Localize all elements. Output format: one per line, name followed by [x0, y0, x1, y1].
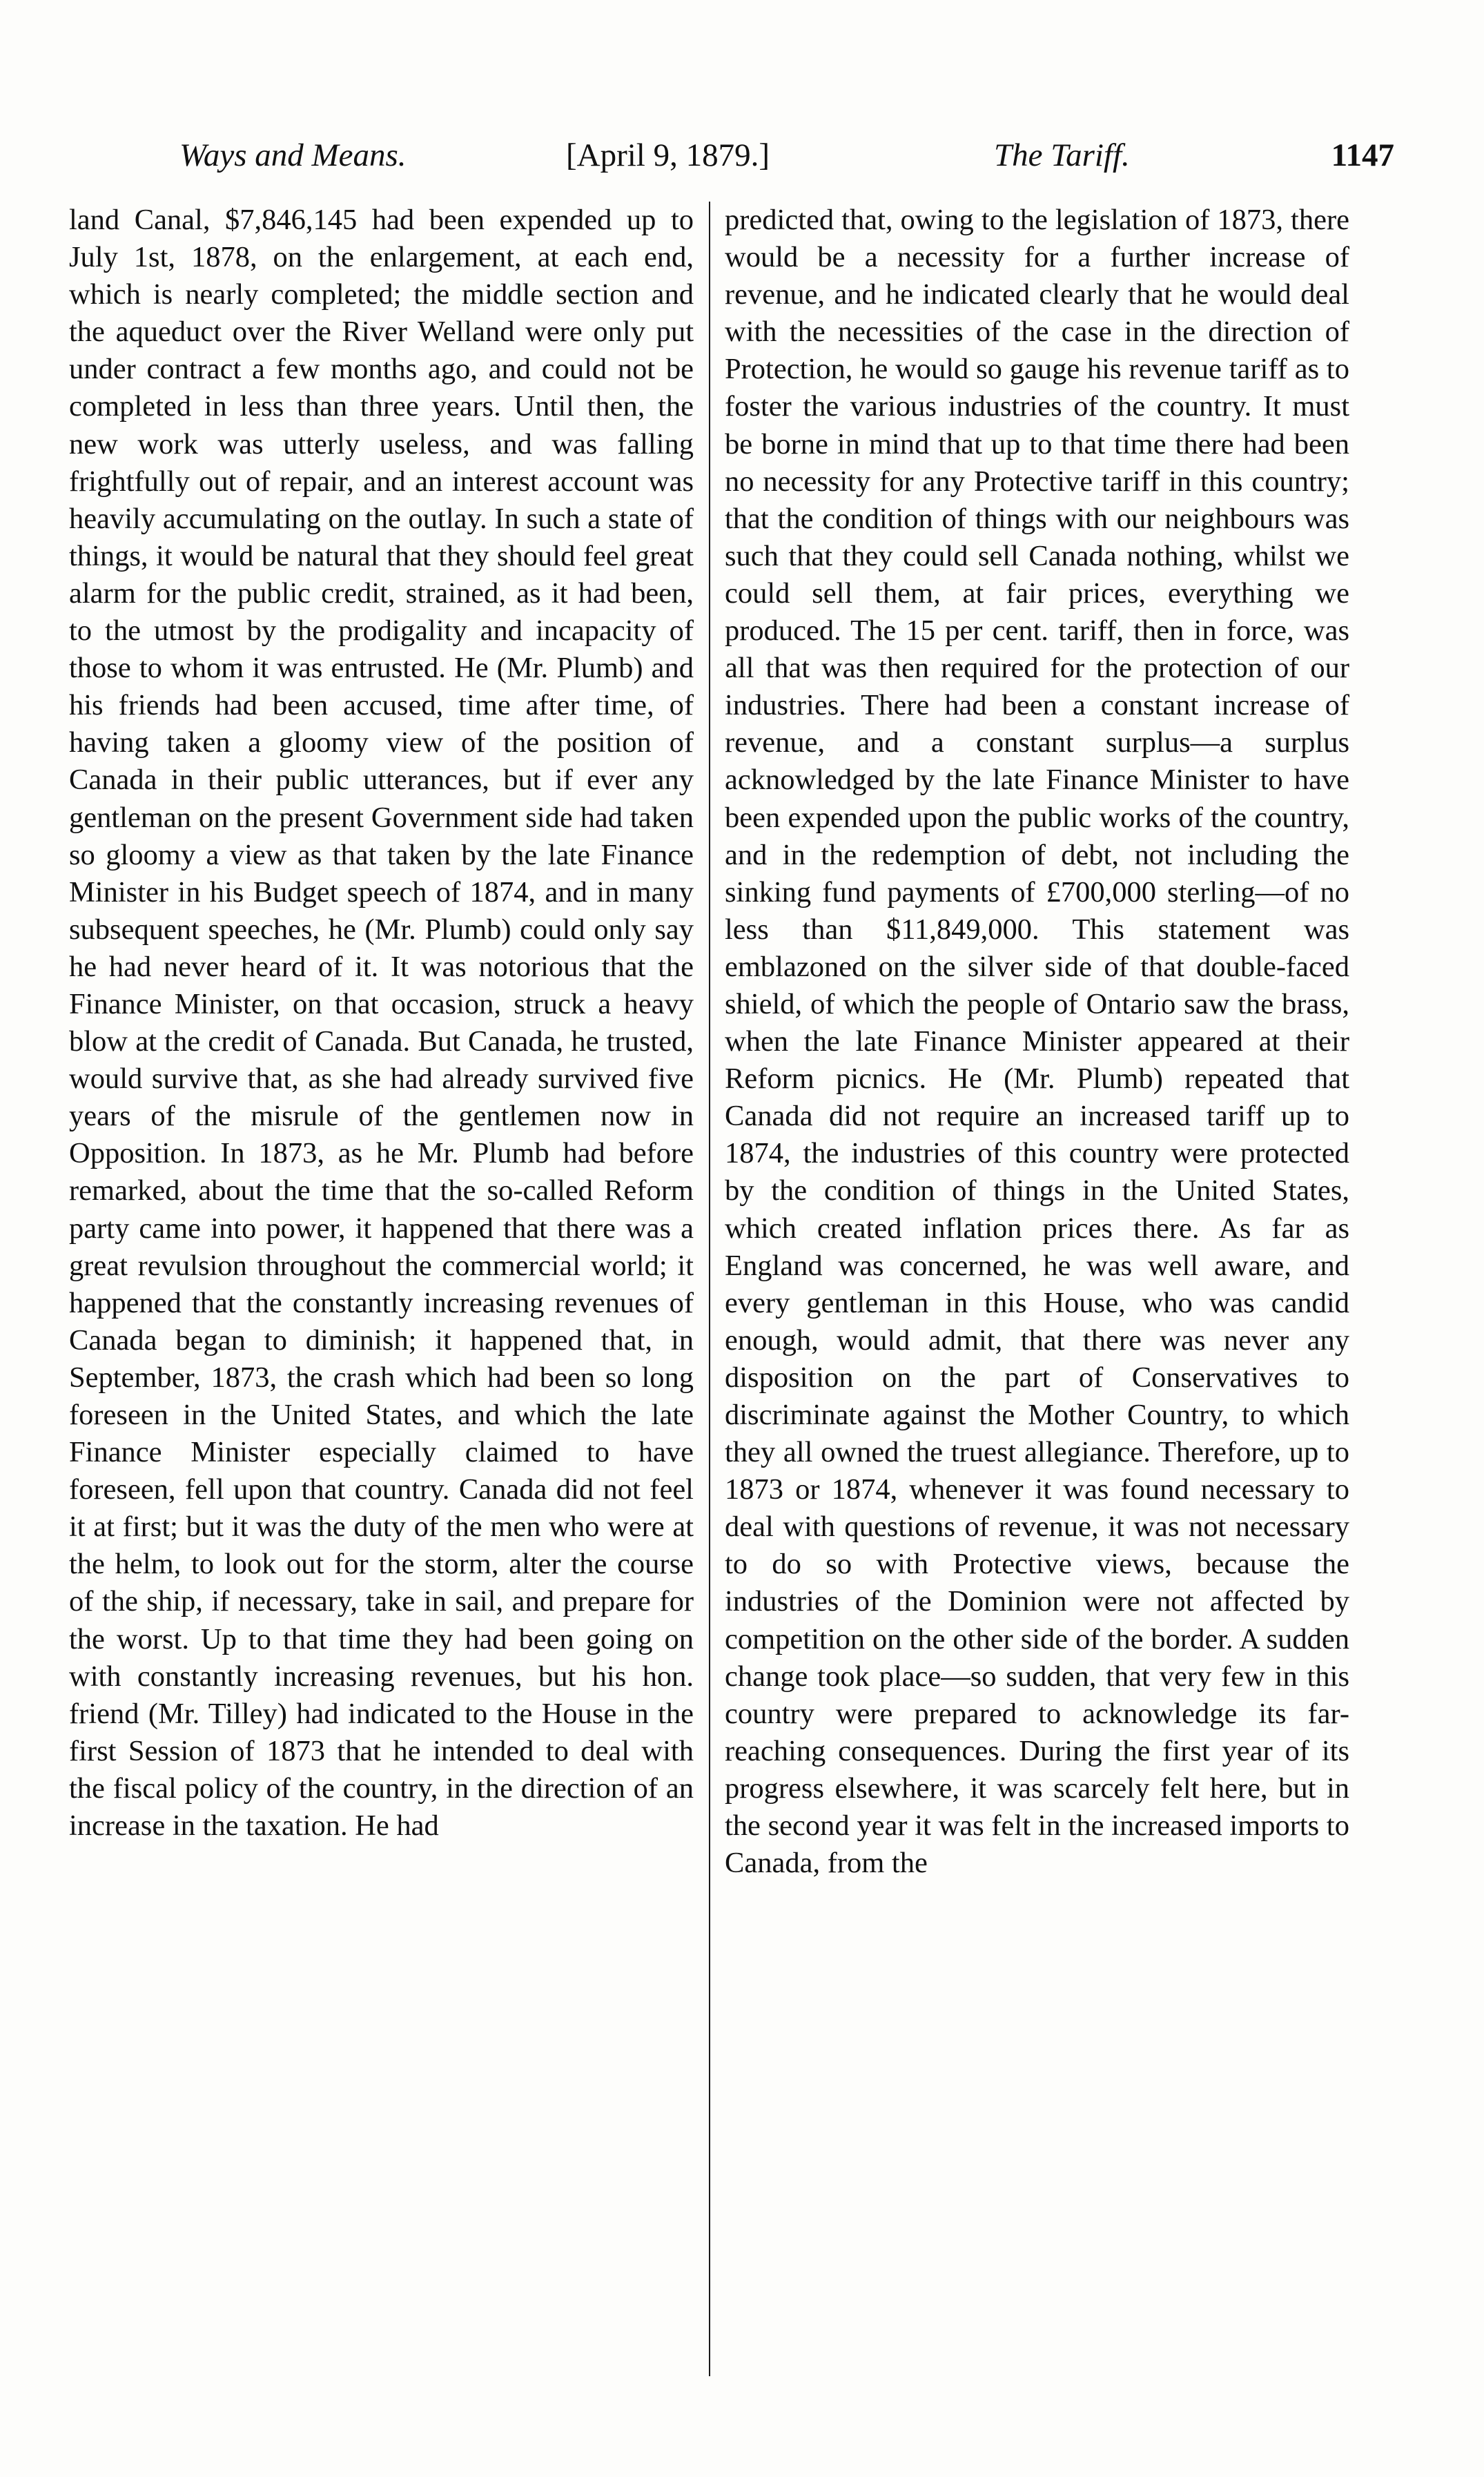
- left-column: [69, 202, 694, 1845]
- page-number: 1147: [1331, 137, 1394, 173]
- running-head-topic: The Tariff.: [994, 137, 1130, 173]
- hansard-page: [69, 124, 1394, 2402]
- right-column-text: predicted that, owing to the legislation of 1873, there would be a necessity for a further increase of revenue, and he indicated clearly that he would deal with the necessities of the case in the direction of Protection, he would so gauge his revenue tariff as to foster the various industries of the country. It must be borne in mind that up to that time there had been no necessity for any Protective tariff in this country; that the condition of things with our neighbours was such that they could sell Canada nothing, whilst we could sell them, at fair prices, everything we produced. The 15 per cent. tariff, then in force, was all that was then required for the protection of our industries. There had been a constant increase of revenue, and a constant surplus—a surplus acknowledged by the late Finance Minister to have been expended upon the public works of the country, and in the redemption of debt, not including the sinking fund payments of £700,000 sterling—of no less than $11,849,000. This statement was emblazoned on the silver side of that double-faced shield, of which the people of Ontario saw the brass, when the late Finance Minister appeared at their Reform picnics. He (Mr. Plumb) repeated that Canada did not require an increased tariff up to 1874, the industries of this country were protected by the condition of things in the United States, which created inflation prices there. As far as England was concerned, he was well aware, and every gentleman in this House, who was candid enough, would admit, that there was never any disposition on the part of Conservatives to discriminate against the Mother Country, to which they all owned the truest allegiance. Therefore, up to 1873 or 1874, whenever it was found necessary to deal with questions of revenue, it was not necessary to do so with Protective views, because the industries of the Dominion were not affected by competition on the other side of the border. A sudden change took place—so sudden, that very few in this country were prepared to acknowledge its far-reaching consequences. During the first year of its progress elsewhere, it was scarcely felt here, but in the second year it was felt in the increased imports to Canada, from the: [725, 204, 1349, 1880]
- text-columns: [69, 202, 1394, 2383]
- running-head-section: Ways and Means.: [179, 137, 407, 173]
- running-head: [69, 124, 1394, 186]
- running-head-date: [April 9, 1879.]: [566, 137, 770, 173]
- column-divider: [709, 202, 710, 2376]
- right-column: [725, 202, 1349, 1882]
- left-column-text: land Canal, $7,846,145 had been expended up to July 1st, 1878, on the enlargement, at each end, which is nearly completed; the middle section and the aqueduct over the River Welland were only put under contract a few months ago, and could not be completed in less than three years. Until then, the new work was utterly useless, and was falling frightfully out of repair, and an interest account was heavily accumulating on the outlay. In such a state of things, it would be natural that they should feel great alarm for the public credit, strained, as it had been, to the utmost by the prodigality and incapacity of those to whom it was entrusted. He (Mr. Plumb) and his friends had been accused, time after time, of having taken a gloomy view of the position of Canada in their public utterances, but if ever any gentleman on the present Government side had taken so gloomy a view as that taken by the late Finance Minister in his Budget speech of 1874, and in many subsequent speeches, he (Mr. Plumb) could only say he had never heard of it. It was notorious that the Finance Minister, on that occasion, struck a heavy blow at the credit of Canada. But Canada, he trusted, would survive that, as she had already survived five years of the misrule of the gentlemen now in Opposition. In 1873, as he Mr. Plumb had before remarked, about the time that the so-called Reform party came into power, it happened that there was a great revulsion throughout the commercial world; it happened that the constantly increasing revenues of Canada began to diminish; it happened that, in September, 1873, the crash which had been so long foreseen in the United States, and which the late Finance Minister especially claimed to have foreseen, fell upon that country. Canada did not feel it at first; but it was the duty of the men who were at the helm, to look out for the storm, alter the course of the ship, if necessary, take in sail, and prepare for the worst. Up to that time they had been going on with constantly increasing revenues, but his hon. friend (Mr. Tilley) had indicated to the House in the first Session of 1873 that he intended to deal with the fiscal policy of the country, in the direction of an increase in the taxation. He had: [69, 204, 694, 1843]
